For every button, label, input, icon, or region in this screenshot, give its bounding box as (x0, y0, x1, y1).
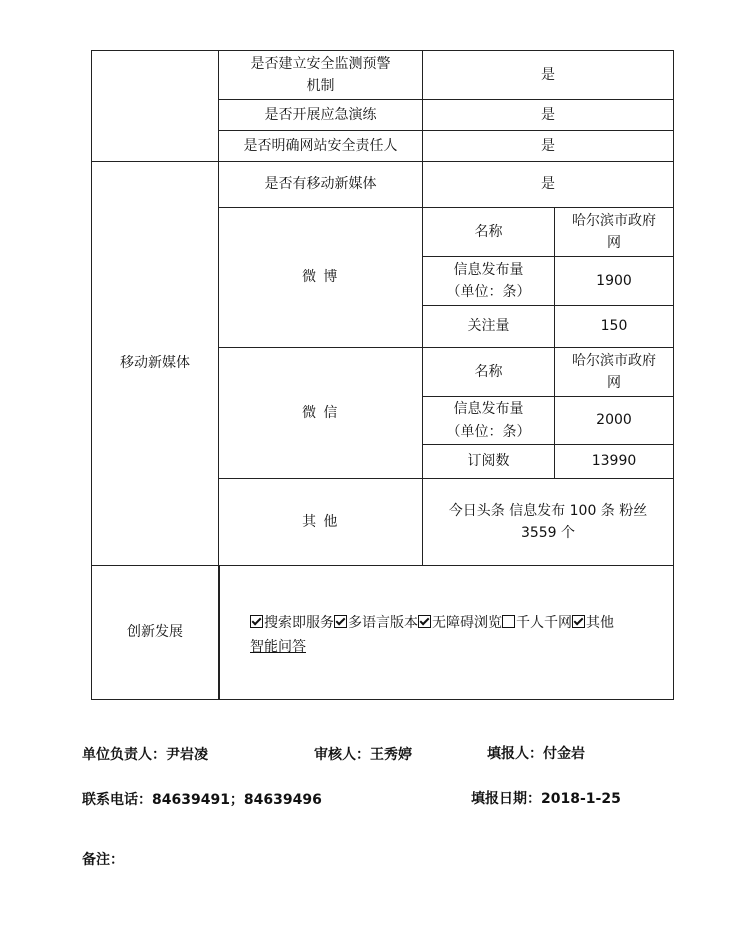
other-label: 其 他 (218, 478, 423, 566)
weibo-label: 微 博 (218, 207, 423, 348)
checkbox-checked-icon[interactable] (418, 615, 431, 628)
wechat-subscribers-label: 订阅数 (422, 444, 555, 479)
unit-head: 单位负责人：尹岩凌 (82, 747, 208, 763)
wechat-name-value: 哈尔滨市政府 网 (554, 347, 674, 397)
wechat-posts-value: 2000 (554, 396, 674, 445)
innovation-options-cell (219, 565, 674, 700)
weibo-followers-label: 关注量 (422, 305, 555, 348)
wechat-label: 微 信 (218, 347, 423, 479)
option-multilang[interactable]: 多语言版本 (334, 615, 418, 631)
remark: 备注： (82, 852, 124, 868)
weibo-name-value: 哈尔滨市政府 网 (554, 207, 674, 257)
mobile-has-value: 是 (422, 161, 674, 208)
contact-phone: 联系电话：84639491；84639496 (82, 792, 322, 808)
wechat-subscribers-value: 13990 (554, 444, 674, 479)
innovation-options (250, 612, 614, 634)
weibo-posts-label: 信息发布量 （单位：条） (422, 256, 555, 306)
weibo-name-label: 名称 (422, 207, 555, 257)
security-row-value: 是 (422, 50, 674, 100)
option-personalized[interactable]: 千人千网 (502, 615, 572, 631)
other-value: 今日头条 信息发布 100 条 粉丝 3559 个 (422, 478, 674, 566)
fill-date: 填报日期：2018-1-25 (471, 791, 621, 807)
option-accessibility[interactable]: 无障碍浏览 (418, 615, 502, 631)
security-section-blank (91, 50, 219, 162)
checkbox-checked-icon[interactable] (250, 615, 263, 628)
filler: 填报人：付金岩 (487, 746, 585, 762)
mobile-has-label: 是否有移动新媒体 (218, 161, 423, 208)
weibo-followers-value: 150 (554, 305, 674, 348)
option-other[interactable]: 其他 (572, 615, 614, 631)
security-row-label: 是否开展应急演练 (218, 99, 423, 131)
checkbox-checked-icon[interactable] (572, 615, 585, 628)
weibo-posts-value: 1900 (554, 256, 674, 306)
option-search[interactable]: 搜索即服务 (250, 615, 334, 631)
checkbox-unchecked-icon[interactable] (502, 615, 515, 628)
checkbox-checked-icon[interactable] (334, 615, 347, 628)
wechat-posts-label: 信息发布量 （单位：条） (422, 396, 555, 445)
mobile-section-label: 移动新媒体 (91, 161, 219, 566)
security-row-label: 是否明确网站安全责任人 (218, 130, 423, 162)
innovation-other-detail: 智能问答 (250, 639, 306, 655)
security-row-label: 是否建立安全监测预警 机制 (218, 50, 423, 100)
wechat-name-label: 名称 (422, 347, 555, 397)
security-row-value: 是 (422, 99, 674, 131)
reviewer: 审核人：王秀婷 (314, 747, 412, 763)
innovation-label: 创新发展 (91, 565, 219, 700)
security-row-value: 是 (422, 130, 674, 162)
